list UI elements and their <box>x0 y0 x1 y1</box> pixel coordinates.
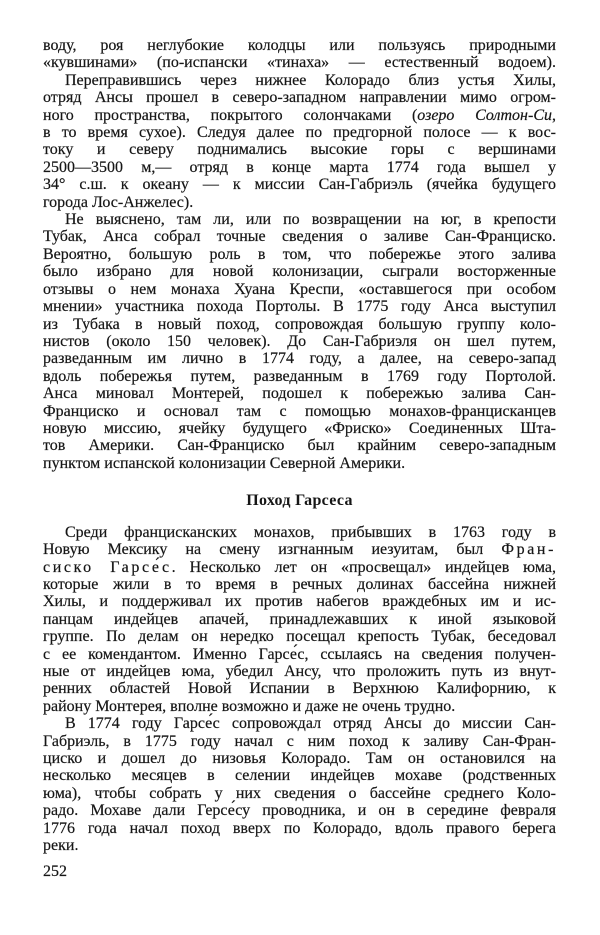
book-page <box>43 37 556 854</box>
text-line: группе. По делам он нередко посещал крепость Тубак, беседовал <box>43 628 556 646</box>
text-section-2 <box>43 524 556 855</box>
text-line: реки. <box>43 837 79 855</box>
text-line: 2500—3500 м,— отряд в конце марта 1774 года вышел у <box>43 158 556 176</box>
spaced-emphasis-text: сиско Гарсе́с <box>43 558 172 576</box>
text-line: Переправившись через нижнее Колорадо близ устья Хилы, <box>65 71 556 89</box>
paragraph <box>43 524 556 715</box>
text-line: новую миссию, ячейку будущего «Фриско» Соединенных Шта- <box>43 419 556 437</box>
text-line: «кувшинами» (по-испански «тинаха» — естественный водоем). <box>43 54 556 72</box>
text-segment: , <box>552 106 556 124</box>
text-line: юма), чтобы собрать у них сведения о бассейне среднего Коло- <box>43 784 556 802</box>
text-line: несколько месяцев в селении индейцев мохаве (родственных <box>43 767 556 785</box>
page-number: 252 <box>43 863 67 880</box>
text-line: радо. Мохаве дали Герсе́су проводника, и он в середине февраля <box>43 802 556 820</box>
paragraph <box>43 72 556 211</box>
text-line: току и северу поднимались высокие горы с вершинами <box>43 141 556 159</box>
text-line: Хилы, и поддерживал их против набегов враждебных им и ис- <box>43 593 556 611</box>
text-line: Тубак, Анса собрал точные сведения о заливе Сан-Франциско. <box>43 228 556 246</box>
text-section-1 <box>43 37 556 472</box>
text-line: Анса миновал Монтерей, подошел к побережью залива Сан- <box>43 385 556 403</box>
text-line: В 1774 году Гарсе́с сопровождал отряд Ансы до миссии Сан- <box>65 715 556 733</box>
text-line: панцам индейцев апачей, принадлежавших к иной языковой <box>43 610 556 628</box>
text-line: Среди францисканских монахов, прибывших в 1763 году в <box>65 523 556 541</box>
text-line: нистов (около 150 человек). До Сан-Габриэля он шел путем, <box>43 332 556 350</box>
text-line: города Лос-Анжелес). <box>43 193 194 211</box>
paragraph <box>43 37 556 72</box>
text-line: отзывы о нем монаха Хуана Креспи, «оставшегося при особом <box>43 280 556 298</box>
text-line: разведанным им лично в 1774 году, а далее, на северо-запад <box>43 350 556 368</box>
text-line: отряд Ансы прошел в северо-западном направлении мимо огром- <box>43 89 556 107</box>
spaced-emphasis-text: Фран- <box>501 541 556 559</box>
text-segment: ного пространства, покрытого солончаками ( <box>43 106 418 124</box>
text-line: в то время сухое). Следуя далее по предгорной полосе — к вос- <box>43 124 556 142</box>
text-line: району Монтерея, вполне возможно и даже не очень трудно. <box>43 697 456 715</box>
paragraph <box>43 211 556 472</box>
text-line <box>43 107 556 124</box>
text-line: Вероятно, большую роль в том, что побережье этого залива <box>43 245 556 263</box>
text-segment: Новую Мексику на смену изгнанным иезуитам, был <box>43 541 502 559</box>
text-line: тов Америки. Сан-Франциско был крайним северо-западным <box>43 437 556 455</box>
text-line: Габриэль, в 1775 году начал с ним поход к заливу Сан-Фран- <box>43 732 556 750</box>
text-line: из Тубака в новый поход, сопровождая большую группу коло- <box>43 315 556 333</box>
italic-text: озеро Солтон-Си <box>417 106 552 124</box>
text-line: 34° с.ш. к океану — к миссии Сан-Габриэль (ячейка будущего <box>43 176 556 194</box>
text-line: вдоль побережья путем, разведанным в 1769 году Портолой. <box>43 367 556 385</box>
paragraph <box>43 715 556 854</box>
text-line: с ее комендантом. Именно Гарсе́с, ссылаясь на сведения получен- <box>43 645 556 663</box>
text-line: Франциско и основал там с помощью монахов-францисканцев <box>43 402 556 420</box>
text-line: Не выяснено, там ли, или по возвращении на юг, в крепости <box>65 211 556 229</box>
section-heading: Поход Гарсеса <box>246 491 353 509</box>
text-line: было избрано для новой колонизации, сыграли восторженные <box>43 263 556 281</box>
text-line: мнении» участника похода Портолы. В 1775 году Анса выступил <box>43 298 556 316</box>
text-line <box>43 541 556 558</box>
text-line: воду, роя неглубокие колодцы или пользуясь природными <box>43 37 556 54</box>
text-line: циско и дошел до низовья Колорадо. Там он остановился на <box>43 750 556 768</box>
text-line: которые жили в то время в речных долинах бассейна нижней <box>43 575 556 593</box>
text-line: 1776 года начал поход вверх по Колорадо, вдоль правого берега <box>43 819 556 837</box>
text-line: пунктом испанской колонизации Северной Америки. <box>43 454 406 472</box>
text-line: ренних областей Новой Испании в Верхнюю Калифорнию, к <box>43 680 556 698</box>
text-line <box>43 559 556 576</box>
text-line: ные от индейцев юма, убедил Ансу, что проложить путь из внут- <box>43 663 556 680</box>
text-segment: . Несколько лет он «просвещал» индейцев юма, <box>171 558 556 576</box>
